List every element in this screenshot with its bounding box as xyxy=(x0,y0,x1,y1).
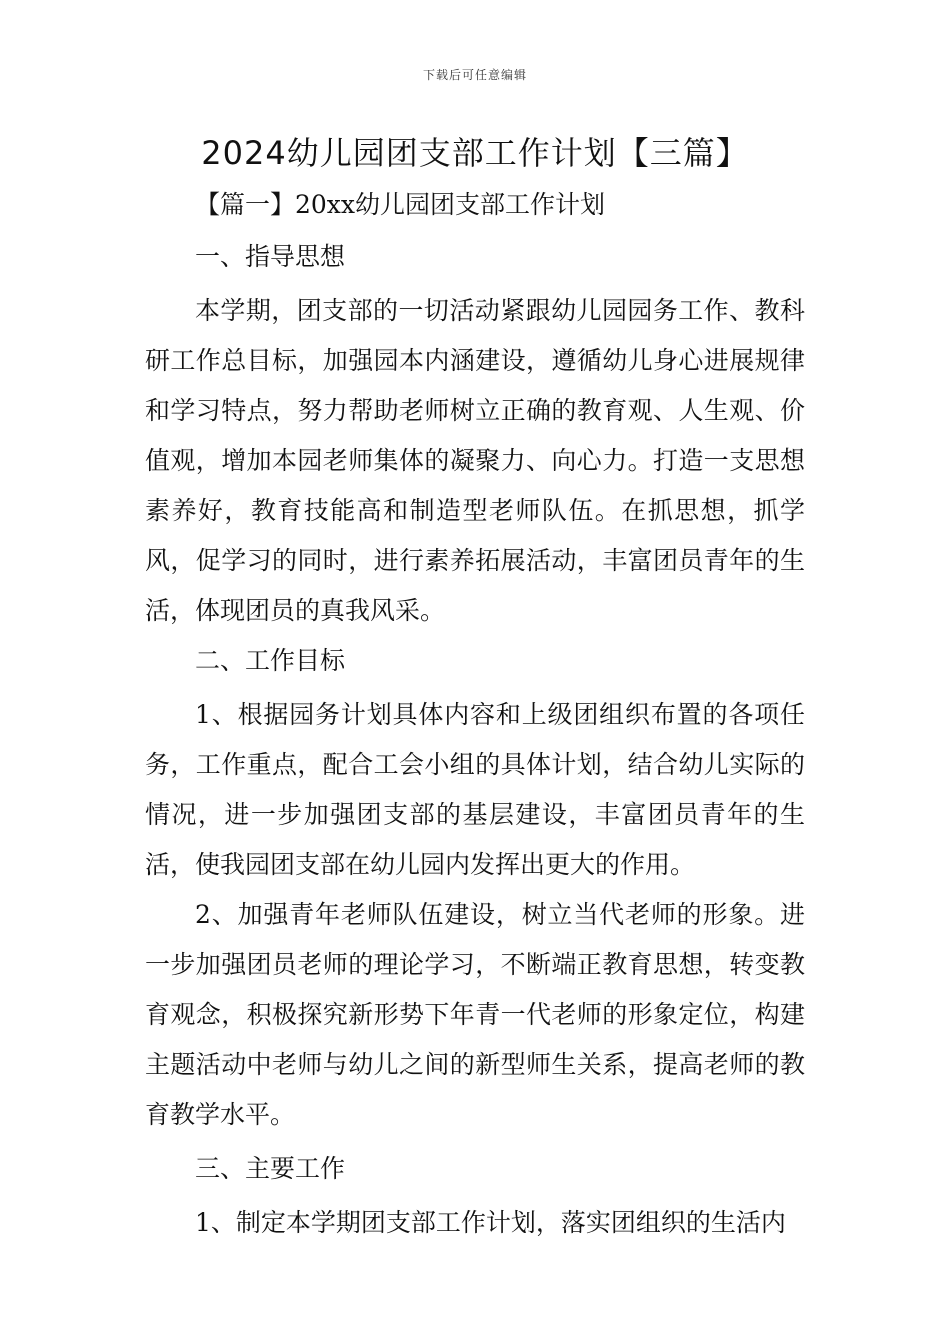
document-body xyxy=(145,180,805,1248)
paragraph-goal-2: 2、加强青年老师队伍建设，树立当代老师的形象。进一步加强团员老师的理论学习，不断端正教育思想，转变教育观念，积极探究新形势下年青一代老师的形象定位，构建主题活动中老师与幼儿之间的新型师生关系，提高老师的教育教学水平。 xyxy=(145,900,805,1129)
document-title: 2024幼儿园团支部工作计划【三篇】 xyxy=(201,134,749,172)
page-header-note: 下载后可任意编辑 xyxy=(422,68,527,82)
section-heading-work-goals: 二、工作目标 xyxy=(195,646,346,675)
paragraph-guiding-thought: 本学期，团支部的一切活动紧跟幼儿园园务工作、教科研工作总目标，加强园本内涵建设，遵循幼儿身心进展规律和学习特点，努力帮助老师树立正确的教育观、人生观、价值观，增加本园老师集体的凝聚力、向心力。打造一支思想素养好，教育技能高和制造型老师队伍。在抓思想，抓学风，促学习的同时，进行素养拓展活动，丰富团员青年的生活，体现团员的真我风采。 xyxy=(145,296,805,625)
subtitle-part-one: 【篇一】20xx幼儿园团支部工作计划 xyxy=(195,190,606,219)
paragraph-main-work-1: 1、制定本学期团支部工作计划，落实团组织的生活内 xyxy=(195,1208,786,1237)
section-heading-guiding-thought: 一、指导思想 xyxy=(195,242,346,271)
paragraph-goal-1: 1、根据园务计划具体内容和上级团组织布置的各项任务，工作重点，配合工会小组的具体计划，结合幼儿实际的情况，进一步加强团支部的基层建设，丰富团员青年的生活，使我园团支部在幼儿园内发挥出更大的作用。 xyxy=(145,700,805,879)
section-heading-main-work: 三、主要工作 xyxy=(195,1154,346,1183)
